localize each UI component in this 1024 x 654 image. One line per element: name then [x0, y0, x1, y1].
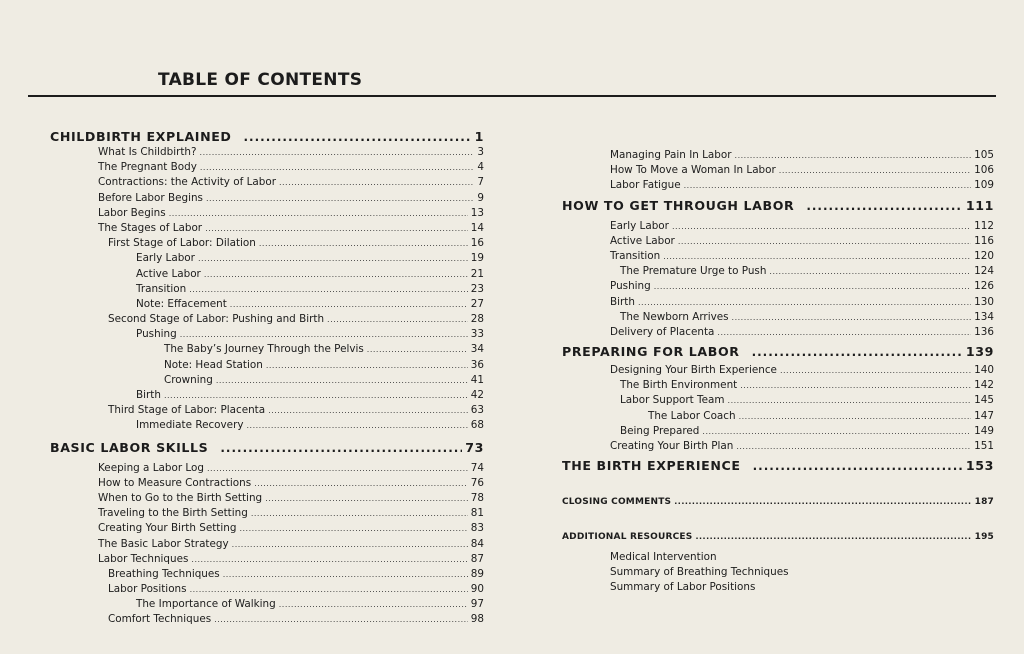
toc-entry [50, 612, 484, 627]
dot-leader [654, 279, 971, 294]
toc-entry-title: Birth [136, 389, 161, 401]
toc-page-number: 136 [974, 325, 994, 338]
toc-page-number: 83 [470, 522, 484, 535]
toc-entry [562, 325, 994, 340]
toc-entry-title: Summary of Labor Positions [610, 580, 756, 593]
toc-page-number: 126 [974, 280, 994, 293]
toc-section [562, 197, 994, 214]
dot-leader [279, 175, 474, 190]
toc-page-number: 109 [974, 179, 994, 192]
toc-page-number: 63 [470, 404, 484, 417]
toc-entry-title: When to Go to the Birth Setting [98, 491, 263, 504]
toc-entry [562, 393, 994, 408]
toc-page-number: 145 [974, 394, 994, 407]
toc-entry [50, 373, 484, 388]
dot-leader [216, 373, 468, 388]
toc-page-number: 124 [974, 265, 994, 278]
dot-leader [189, 282, 468, 297]
toc-entry-title: CLOSING COMMENTS [562, 497, 672, 508]
toc-entry [50, 175, 484, 190]
toc-page-number: 105 [974, 149, 994, 161]
toc-page-number: 21 [470, 267, 484, 280]
toc-page-number: 111 [965, 197, 994, 213]
page-title: TABLE OF CONTENTS [158, 70, 363, 90]
toc-entry-title: Note: Head Station [164, 358, 263, 371]
dot-leader [191, 552, 467, 567]
toc-entry [50, 506, 484, 521]
toc-page-number: 27 [470, 297, 484, 310]
dot-leader [779, 163, 971, 178]
dot-leader [638, 295, 971, 310]
toc-page-number: 14 [470, 221, 484, 234]
toc-entry [562, 279, 994, 294]
toc-page-number: 87 [470, 552, 484, 565]
dot-leader [717, 325, 971, 340]
toc-entry-title: Breathing Techniques [108, 567, 220, 580]
dot-leader [180, 327, 468, 342]
toc-entry [50, 251, 484, 266]
toc-entry [562, 580, 994, 595]
toc-entry-title: Being Prepared [620, 424, 700, 437]
toc-page-number: 74 [470, 461, 484, 474]
toc-page-number: 81 [470, 507, 484, 520]
toc-entry [50, 312, 484, 327]
toc-entry-title: Delivery of Placenta [610, 325, 715, 338]
toc-entry-title: What Is Childbirth? [98, 146, 197, 158]
toc-entry [50, 567, 484, 582]
dot-leader [200, 145, 475, 160]
toc-section [562, 343, 994, 360]
dot-leader [254, 476, 468, 491]
toc-entry [562, 439, 994, 454]
toc-page-number: 112 [974, 219, 994, 232]
toc-entry-title: The Baby’s Journey Through the Pelvis [164, 343, 364, 356]
toc-page-number: 4 [477, 161, 484, 174]
dot-leader [739, 409, 972, 424]
toc-section [50, 128, 484, 145]
dot-leader [200, 160, 474, 175]
toc-entry-title: ADDITIONAL RESOURCES [562, 532, 693, 543]
toc-entry-title: Creating Your Birth Plan [610, 440, 734, 452]
toc-entry [562, 310, 994, 325]
dot-leader [220, 440, 462, 457]
toc-page-number: 33 [470, 328, 484, 341]
toc-entry-title: THE BIRTH EXPERIENCE [562, 458, 741, 474]
toc-entry [562, 163, 994, 178]
toc-entry [50, 537, 484, 552]
toc-page-number: 187 [974, 497, 994, 508]
toc-page-number: 28 [470, 313, 484, 326]
dot-leader [251, 506, 468, 521]
toc-entry-title: Labor Begins [98, 206, 166, 219]
toc-entry [50, 206, 484, 221]
toc-entry [562, 363, 994, 378]
toc-page-number: 116 [974, 234, 994, 247]
toc-page-number: 134 [974, 310, 994, 323]
toc-entry [50, 461, 484, 476]
dot-leader [207, 461, 468, 476]
toc-entry [50, 403, 484, 418]
dot-leader [265, 491, 468, 506]
toc-entry [50, 191, 484, 206]
toc-entry-title: The Pregnant Body [98, 161, 197, 174]
toc-page-number: 41 [470, 373, 484, 386]
dot-leader [266, 358, 468, 373]
toc-entry [50, 327, 484, 342]
dot-leader [735, 148, 972, 163]
toc-entry [50, 597, 484, 612]
toc-page-number: 153 [965, 458, 994, 474]
dot-leader [684, 178, 972, 193]
dot-leader [268, 403, 468, 418]
toc-right-column [562, 148, 994, 595]
toc-page-number: 89 [470, 567, 484, 580]
toc-page-number: 84 [470, 537, 484, 550]
dot-leader [259, 236, 468, 251]
toc-entry-title: Early Labor [610, 219, 669, 232]
toc-entry-title: Transition [136, 282, 187, 295]
toc-entry [562, 234, 994, 249]
toc-entry [562, 264, 994, 279]
dot-leader [780, 363, 971, 378]
toc-entry-title: Transition [610, 249, 661, 262]
toc-page-number: 34 [470, 343, 484, 356]
toc-entry-title: Creating Your Birth Setting [98, 522, 237, 535]
toc-entry [562, 424, 994, 439]
toc-entry [562, 295, 994, 310]
toc-entry-title: Note: Effacement [136, 297, 227, 310]
toc-page-number: 195 [974, 532, 994, 543]
toc-page-number: 36 [470, 358, 484, 371]
toc-entry-title: How To Move a Woman In Labor [610, 164, 776, 177]
toc-page-number: 9 [477, 191, 484, 204]
dot-leader [678, 234, 971, 249]
dot-leader [232, 537, 468, 552]
dot-leader [367, 342, 468, 357]
toc-page-number: 78 [470, 491, 484, 504]
toc-entry-title: Birth [610, 295, 635, 308]
toc-entry-title: The Stages of Labor [98, 221, 203, 234]
toc-section [562, 457, 994, 474]
toc-page-number: 3 [477, 146, 484, 158]
toc-entry [50, 491, 484, 506]
toc-page-number: 142 [974, 379, 994, 392]
toc-page-number: 97 [470, 598, 484, 611]
toc-entry [562, 378, 994, 393]
title-rule [28, 95, 996, 97]
dot-leader [164, 388, 468, 403]
toc-entry-title: Active Labor [136, 267, 201, 280]
toc-entry-title: BASIC LABOR SKILLS [50, 439, 209, 455]
toc-entry-title: HOW TO GET THROUGH LABOR [562, 197, 795, 213]
toc-page-number: 106 [974, 164, 994, 177]
toc-entry-title: Immediate Recovery [136, 419, 244, 432]
toc-appendix [562, 494, 994, 509]
toc-entry [50, 582, 484, 597]
toc-entry-title: The Birth Environment [620, 379, 738, 392]
toc-entry [50, 160, 484, 175]
toc-entry-title: Traveling to the Birth Setting [98, 507, 248, 520]
dot-leader [198, 251, 468, 266]
toc-entry [50, 358, 484, 373]
toc-entry-title: The Premature Urge to Push [620, 265, 767, 278]
toc-entry [562, 219, 994, 234]
dot-leader [695, 529, 971, 544]
toc-appendix [562, 529, 994, 544]
dot-leader [239, 521, 467, 536]
dot-leader [736, 439, 971, 454]
toc-entry [50, 221, 484, 236]
toc-entry [50, 552, 484, 567]
dot-leader [214, 612, 468, 627]
toc-page-number: 13 [470, 206, 484, 219]
dot-leader [702, 424, 971, 439]
toc-page-number: 98 [470, 613, 484, 626]
toc-entry [562, 565, 994, 580]
toc-page-number: 139 [965, 344, 994, 360]
toc-entry-title: Labor Support Team [620, 394, 725, 407]
toc-page-number: 130 [974, 295, 994, 308]
toc-page-number: 7 [477, 176, 484, 189]
dot-leader [728, 393, 972, 408]
dot-leader [769, 264, 971, 279]
toc-page-number: 90 [470, 583, 484, 596]
toc-entry-title: PREPARING FOR LABOR [562, 344, 740, 360]
dot-leader [740, 378, 971, 393]
toc-entry-title: Comfort Techniques [108, 613, 212, 626]
toc-entry [50, 521, 484, 536]
toc-entry-title: Second Stage of Labor: Pushing and Birth [108, 313, 325, 326]
toc-entry-title: Labor Techniques [98, 552, 189, 565]
toc-entry [562, 148, 994, 163]
toc-page-number: 140 [974, 364, 994, 377]
toc-page-number: 42 [470, 389, 484, 401]
toc-entry-title: The Basic Labor Strategy [98, 537, 229, 550]
toc-entry-title: Labor Positions [108, 583, 187, 596]
toc-entry [50, 145, 484, 160]
toc-page-number: 149 [974, 424, 994, 437]
dot-leader [753, 458, 963, 475]
toc-entry-title: Active Labor [610, 234, 675, 247]
toc-entry-title: The Importance of Walking [136, 598, 276, 611]
dot-leader [247, 418, 468, 433]
dot-leader [243, 129, 471, 146]
toc-entry [50, 476, 484, 491]
toc-entry-title: Keeping a Labor Log [98, 461, 204, 474]
toc-entry-title: The Labor Coach [648, 409, 736, 422]
dot-leader [230, 297, 468, 312]
toc-entry-title: Labor Fatigue [610, 179, 681, 192]
dot-leader [190, 582, 468, 597]
toc-entry-title: Pushing [610, 280, 651, 293]
toc-page-number: 151 [974, 440, 994, 452]
toc-entry [562, 550, 994, 565]
toc-entry [50, 297, 484, 312]
toc-section [50, 439, 484, 456]
dot-leader [206, 191, 474, 206]
toc-entry-title: How to Measure Contractions [98, 476, 252, 489]
toc-entry [50, 236, 484, 251]
toc-entry-title: Third Stage of Labor: Placenta [108, 404, 266, 417]
dot-leader [169, 206, 468, 221]
dot-leader [674, 494, 971, 509]
toc-entry-title: Pushing [136, 328, 177, 341]
toc-entry-title: First Stage of Labor: Dilation [108, 237, 256, 250]
toc-entry-title: Early Labor [136, 252, 195, 265]
toc-page-number: 23 [470, 282, 484, 295]
dot-leader [327, 312, 468, 327]
toc-entry-title: Contractions: the Activity of Labor [98, 176, 276, 189]
dot-leader [205, 221, 468, 236]
toc-entry [562, 178, 994, 193]
toc-page-number: 73 [465, 439, 484, 455]
toc-entry-title: Medical Intervention [610, 550, 717, 563]
toc-entry-title: Before Labor Begins [98, 191, 203, 204]
dot-leader [279, 597, 468, 612]
toc-page-number: 16 [470, 237, 484, 250]
dot-leader [663, 249, 971, 264]
toc-entry-title: Crowning [164, 373, 213, 386]
dot-leader [806, 198, 963, 215]
toc-page-number: 1 [474, 129, 484, 144]
toc-entry [50, 282, 484, 297]
toc-page-number: 68 [470, 419, 484, 432]
toc-entry [562, 249, 994, 264]
toc-page-number: 120 [974, 249, 994, 262]
toc-entry [50, 267, 484, 282]
toc-entry [50, 342, 484, 357]
toc-page-number: 147 [974, 409, 994, 422]
toc-entry [50, 388, 484, 403]
toc-entry [50, 418, 484, 433]
dot-leader [752, 344, 963, 361]
dot-leader [732, 310, 972, 325]
toc-page-number: 19 [470, 252, 484, 265]
dot-leader [204, 267, 468, 282]
dot-leader [223, 567, 468, 582]
toc-page-number: 76 [470, 476, 484, 489]
toc-entry-title: Summary of Breathing Techniques [610, 565, 789, 578]
toc-entry [562, 409, 994, 424]
toc-entry-title: Designing Your Birth Experience [610, 364, 777, 377]
toc-entry-title: CHILDBIRTH EXPLAINED [50, 129, 232, 144]
toc-left-column [50, 128, 484, 628]
toc-entry-title: Managing Pain In Labor [610, 149, 732, 161]
dot-leader [672, 219, 971, 234]
toc-entry-title: The Newborn Arrives [620, 310, 729, 323]
